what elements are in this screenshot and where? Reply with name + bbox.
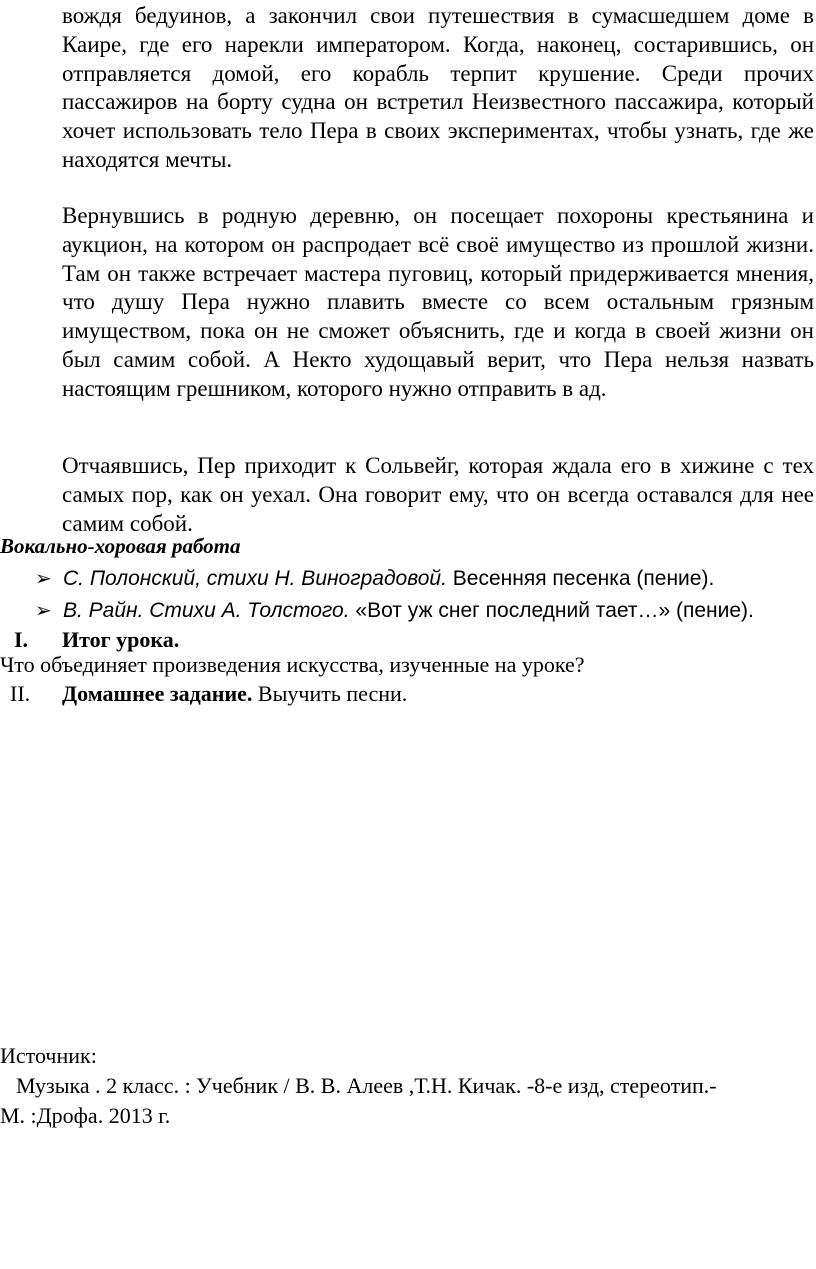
homework-number: II.	[10, 681, 31, 706]
summary-number: I.	[14, 627, 29, 652]
source-line-2: М. :Дрофа. 2013 г.	[0, 1103, 171, 1128]
paragraph-return: Вернувшись в родную деревню, он посещает похороны крестьянина и аукцион, на котором он распродает всё своё имущество из прошлой жизни. Там он также встречает мастера пуговиц, который придерживается мнения, что душу Пера нужно плавить вместе со всем остальным грязным имуществом, пока он не сможет объяснить, где и когда в своей жизни он был самим собой. А Некто худощавый верит, что Пера нельзя назвать настоящим грешником, которого нужно отправить в ад.	[62, 203, 814, 401]
source-line-1: Музыка . 2 класс. : Учебник / В. В. Алеев ,Т.Н. Кичак. -8-е изд, стереотип.-	[16, 1073, 717, 1098]
arrow-bullet-icon: ➢	[35, 600, 52, 622]
homework-label: Домашнее задание.	[62, 681, 253, 706]
homework-line	[10, 681, 407, 707]
source-label: Источник:	[0, 1043, 97, 1068]
song-item	[35, 598, 754, 623]
homework-text: Выучить песни.	[252, 681, 408, 706]
song-item	[35, 566, 714, 591]
paragraph-solveig: Отчаявшись, Пер приходит к Сольвейг, которая ждала его в хижине с тех самых пор, как он уехал. Она говорит ему, что он всегда оставался для нее самим собой.	[62, 453, 814, 536]
summary-label: Итог урока.	[62, 627, 180, 652]
arrow-bullet-icon: ➢	[35, 568, 52, 590]
song-author: С. Полонский, стихи Н. Виноградовой.	[63, 567, 447, 590]
paragraph-journey: вождя бедуинов, а закончил свои путешествия в сумасшедшем доме в Каире, где его нарекли императором. Когда, наконец, состарившись, он отправляется домой, его корабль терпит крушение. Среди прочих пассажиров на борту судна он встретил Неизвестного пассажира, который хочет использовать тело Пера в своих экспериментах, чтобы узнать, где же находятся мечты.	[62, 3, 814, 172]
song-title: Весенняя песенка (пение).	[446, 567, 715, 590]
song-title: «Вот уж снег последний тает…» (пение).	[349, 599, 754, 622]
summary-heading	[14, 627, 179, 653]
summary-question: Что объединяет произведения искусства, изученные на уроке?	[0, 652, 585, 677]
vocal-heading: Вокально-хоровая работа	[0, 534, 241, 558]
song-author: В. Райн. Стихи А. Толстого.	[63, 599, 350, 622]
